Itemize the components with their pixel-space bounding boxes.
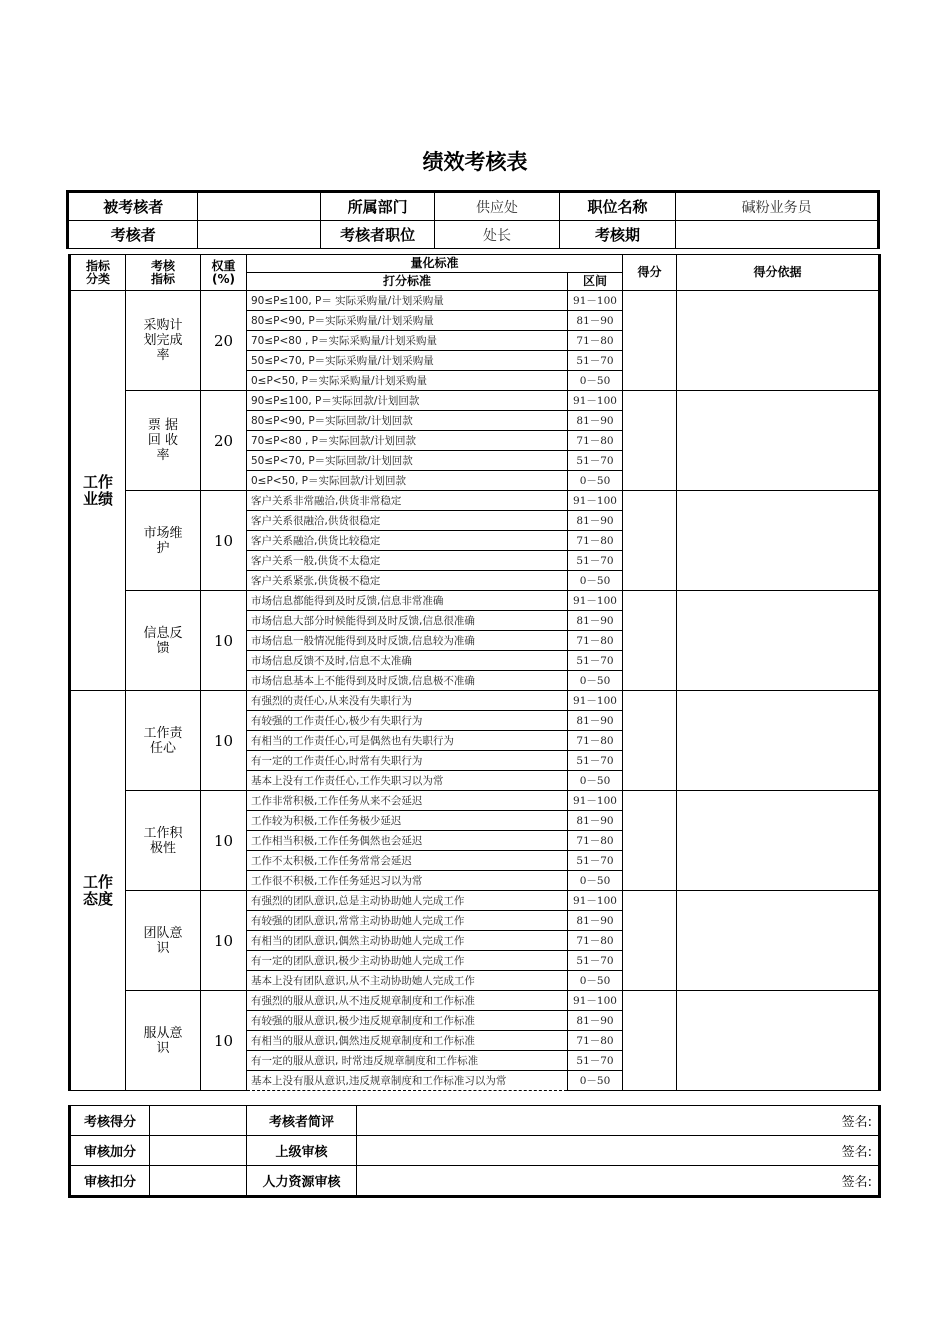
review-table (68, 1105, 881, 1198)
criteria-text: 80≤P<90, P＝实际回款/计划回款 (247, 411, 568, 431)
period-field[interactable] (676, 221, 879, 249)
table-row (70, 391, 880, 411)
range-value: 71－80 (568, 831, 623, 851)
range-value: 0－50 (568, 671, 623, 691)
range-value: 81－90 (568, 711, 623, 731)
weight-value: 10 (201, 991, 247, 1091)
weight-value: 20 (201, 391, 247, 491)
signature-field[interactable]: 签名: (357, 1166, 880, 1197)
range-value: 91－100 (568, 591, 623, 611)
review-left-field[interactable] (150, 1106, 247, 1136)
header-table (66, 190, 880, 249)
col-indicator: 考核指标 (126, 255, 201, 291)
criteria-text: 50≤P<70, P＝实际回款/计划回款 (247, 451, 568, 471)
criteria-text: 50≤P<70, P＝实际采购量/计划采购量 (247, 351, 568, 371)
score-cell[interactable] (623, 991, 677, 1091)
range-value: 81－90 (568, 411, 623, 431)
criteria-text: 工作很不积极,工作任务延迟习以为常 (247, 871, 568, 891)
range-value: 0－50 (568, 371, 623, 391)
range-value: 71－80 (568, 931, 623, 951)
examiner-position-label: 考核者职位 (320, 221, 434, 249)
table-row (70, 791, 880, 811)
basis-cell[interactable] (677, 991, 880, 1091)
criteria-text: 有强烈的服从意识,从不违反规章制度和工作标准 (247, 991, 568, 1011)
criteria-text: 90≤P≤100, P＝ 实际采购量/计划采购量 (247, 291, 568, 311)
col-criteria: 打分标准 (247, 273, 568, 291)
score-cell[interactable] (623, 791, 677, 891)
range-value: 71－80 (568, 531, 623, 551)
indicator-label: 工作责任心 (126, 691, 201, 791)
range-value: 51－70 (568, 851, 623, 871)
criteria-text: 市场信息大部分时候能得到及时反馈,信息很准确 (247, 611, 568, 631)
review-left-label: 审核加分 (70, 1136, 150, 1166)
range-value: 91－100 (568, 291, 623, 311)
range-value: 51－70 (568, 651, 623, 671)
col-category: 指标分类 (70, 255, 126, 291)
criteria-text: 有较强的服从意识,极少违反规章制度和工作标准 (247, 1011, 568, 1031)
criteria-text: 有较强的工作责任心,极少有失职行为 (247, 711, 568, 731)
weight-value: 10 (201, 891, 247, 991)
column-header-row (70, 255, 880, 273)
indicator-label: 团队意识 (126, 891, 201, 991)
criteria-text: 80≤P<90, P＝实际采购量/计划采购量 (247, 311, 568, 331)
weight-value: 20 (201, 291, 247, 391)
table-row (70, 291, 880, 311)
range-value: 0－50 (568, 771, 623, 791)
criteria-text: 客户关系一般,供货不太稳定 (247, 551, 568, 571)
criteria-text: 市场信息基本上不能得到及时反馈,信息极不准确 (247, 671, 568, 691)
criteria-text: 有一定的服从意识, 时常违反规章制度和工作标准 (247, 1051, 568, 1071)
criteria-text: 客户关系紧张,供货极不稳定 (247, 571, 568, 591)
range-value: 71－80 (568, 1031, 623, 1051)
criteria-text: 有相当的团队意识,偶然主动协助她人完成工作 (247, 931, 568, 951)
score-cell[interactable] (623, 591, 677, 691)
weight-value: 10 (201, 791, 247, 891)
range-value: 91－100 (568, 791, 623, 811)
criteria-text: 基本上没有服从意识,违反规章制度和工作标准习以为常 (247, 1071, 568, 1091)
col-basis: 得分依据 (677, 255, 880, 291)
range-value: 51－70 (568, 1051, 623, 1071)
review-row (70, 1136, 880, 1166)
review-left-field[interactable] (150, 1136, 247, 1166)
review-mid-label: 人力资源审核 (247, 1166, 357, 1197)
range-value: 91－100 (568, 491, 623, 511)
table-row (70, 891, 880, 911)
range-value: 91－100 (568, 991, 623, 1011)
basis-cell[interactable] (677, 591, 880, 691)
range-value: 0－50 (568, 471, 623, 491)
table-row (70, 591, 880, 611)
basis-cell[interactable] (677, 391, 880, 491)
score-cell[interactable] (623, 291, 677, 391)
criteria-text: 工作相当积极,工作任务偶然也会延迟 (247, 831, 568, 851)
col-weight: 权重(%) (201, 255, 247, 291)
criteria-text: 市场信息都能得到及时反馈,信息非常准确 (247, 591, 568, 611)
dept-label: 所属部门 (320, 192, 434, 221)
criteria-text: 70≤P<80 , P＝实际回款/计划回款 (247, 431, 568, 451)
criteria-text: 0≤P<50, P＝实际采购量/计划采购量 (247, 371, 568, 391)
review-left-label: 考核得分 (70, 1106, 150, 1136)
range-value: 51－70 (568, 451, 623, 471)
criteria-text: 90≤P≤100, P＝实际回款/计划回款 (247, 391, 568, 411)
examiner-position-field[interactable]: 处长 (435, 221, 559, 249)
basis-cell[interactable] (677, 491, 880, 591)
table-row (70, 691, 880, 711)
col-quant: 量化标准 (247, 255, 623, 273)
indicator-label: 市场维护 (126, 491, 201, 591)
criteria-text: 有相当的服从意识,偶然违反规章制度和工作标准 (247, 1031, 568, 1051)
page-title: 绩效考核表 (422, 150, 528, 174)
category-label: 工作业绩 (70, 291, 126, 691)
criteria-text: 有较强的团队意识,常常主动协助她人完成工作 (247, 911, 568, 931)
signature-field[interactable]: 签名: (357, 1136, 880, 1166)
review-mid-label: 上级审核 (247, 1136, 357, 1166)
weight-value: 10 (201, 691, 247, 791)
range-value: 91－100 (568, 891, 623, 911)
range-value: 0－50 (568, 1071, 623, 1091)
criteria-text: 客户关系非常融洽,供货非常稳定 (247, 491, 568, 511)
category-label: 工作态度 (70, 691, 126, 1091)
review-row (70, 1106, 880, 1136)
table-row (70, 991, 880, 1011)
score-cell[interactable] (623, 891, 677, 991)
criteria-text: 市场信息一般情况能得到及时反馈,信息较为准确 (247, 631, 568, 651)
signature-field[interactable]: 签名: (357, 1106, 880, 1136)
criteria-text: 有强烈的责任心,从来没有失职行为 (247, 691, 568, 711)
range-value: 81－90 (568, 511, 623, 531)
range-value: 81－90 (568, 911, 623, 931)
range-value: 71－80 (568, 331, 623, 351)
weight-value: 10 (201, 591, 247, 691)
range-value: 0－50 (568, 871, 623, 891)
range-value: 71－80 (568, 631, 623, 651)
range-value: 81－90 (568, 311, 623, 331)
score-cell[interactable] (623, 491, 677, 591)
criteria-text: 有强烈的团队意识,总是主动协助她人完成工作 (247, 891, 568, 911)
range-value: 71－80 (568, 731, 623, 751)
criteria-text: 工作不太积极,工作任务常常会延迟 (247, 851, 568, 871)
dept-field[interactable]: 供应处 (435, 192, 559, 221)
indicator-label: 服从意识 (126, 991, 201, 1091)
basis-cell[interactable] (677, 291, 880, 391)
examiner-field[interactable] (198, 221, 320, 249)
range-value: 0－50 (568, 971, 623, 991)
criteria-text: 70≤P<80 , P＝实际采购量/计划采购量 (247, 331, 568, 351)
range-value: 51－70 (568, 551, 623, 571)
assessment-table (68, 254, 881, 1091)
header-row-1 (68, 192, 879, 221)
range-value: 91－100 (568, 391, 623, 411)
indicator-label: 票 据 回 收 率 (126, 391, 201, 491)
criteria-text: 工作非常积极,工作任务从来不会延迟 (247, 791, 568, 811)
col-score: 得分 (623, 255, 677, 291)
range-value: 0－50 (568, 571, 623, 591)
criteria-text: 基本上没有工作责任心,工作失职习以为常 (247, 771, 568, 791)
basis-cell[interactable] (677, 891, 880, 991)
indicator-label: 采购计划完成率 (126, 291, 201, 391)
examinee-label: 被考核者 (68, 192, 198, 221)
criteria-text: 基本上没有团队意识,从不主动协助她人完成工作 (247, 971, 568, 991)
range-value: 91－100 (568, 691, 623, 711)
criteria-text: 客户关系融洽,供货比较稳定 (247, 531, 568, 551)
review-row (70, 1166, 880, 1197)
criteria-text: 有一定的团队意识,极少主动协助她人完成工作 (247, 951, 568, 971)
review-mid-label: 考核者简评 (247, 1106, 357, 1136)
col-range: 区间 (568, 273, 623, 291)
range-value: 81－90 (568, 1011, 623, 1031)
range-value: 51－70 (568, 751, 623, 771)
criteria-text: 有相当的工作责任心,可是偶然也有失职行为 (247, 731, 568, 751)
criteria-text: 0≤P<50, P＝实际回款/计划回款 (247, 471, 568, 491)
range-value: 81－90 (568, 611, 623, 631)
range-value: 51－70 (568, 351, 623, 371)
examiner-label: 考核者 (68, 221, 198, 249)
indicator-label: 工作积极性 (126, 791, 201, 891)
review-left-field[interactable] (150, 1166, 247, 1197)
header-row-2 (68, 221, 879, 249)
weight-value: 10 (201, 491, 247, 591)
criteria-text: 客户关系很融洽,供货很稳定 (247, 511, 568, 531)
range-value: 51－70 (568, 951, 623, 971)
basis-cell[interactable] (677, 691, 880, 791)
criteria-text: 工作较为积极,工作任务极少延迟 (247, 811, 568, 831)
indicator-label: 信息反馈 (126, 591, 201, 691)
score-cell[interactable] (623, 691, 677, 791)
range-value: 81－90 (568, 811, 623, 831)
examinee-field[interactable] (198, 192, 320, 221)
position-field[interactable]: 碱粉业务员 (676, 192, 879, 221)
criteria-text: 有一定的工作责任心,时常有失职行为 (247, 751, 568, 771)
period-label: 考核期 (559, 221, 675, 249)
position-label: 职位名称 (559, 192, 675, 221)
table-row (70, 491, 880, 511)
review-left-label: 审核扣分 (70, 1166, 150, 1197)
range-value: 71－80 (568, 431, 623, 451)
basis-cell[interactable] (677, 791, 880, 891)
score-cell[interactable] (623, 391, 677, 491)
criteria-text: 市场信息反馈不及时,信息不太准确 (247, 651, 568, 671)
